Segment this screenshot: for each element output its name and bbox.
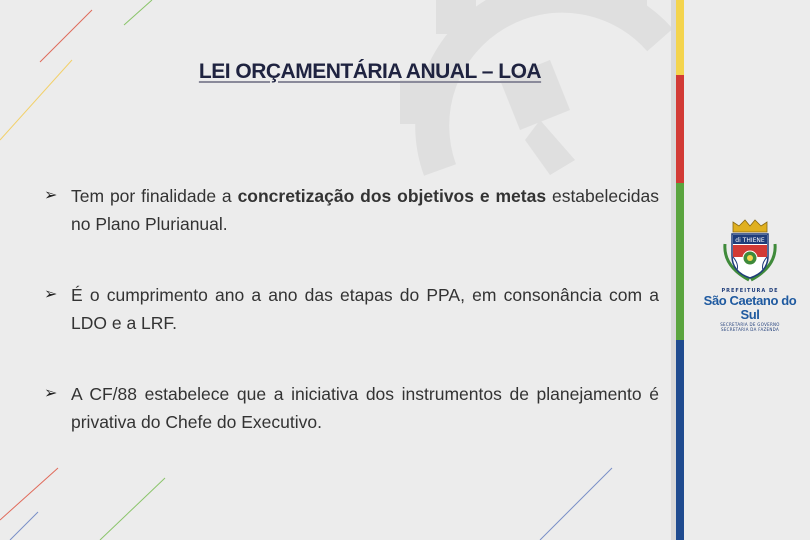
bullet-list (44, 182, 659, 479)
bullet-text-prefix: Tem por finalidade a (71, 186, 238, 206)
bullet-text: A CF/88 estabelece que a iniciativa dos instrumentos de planejamento é privativa do Chefe do Executivo. (71, 384, 659, 432)
city-logo (694, 218, 806, 332)
side-bar-blue (676, 340, 684, 540)
bullet-text-bold: concretização dos objetivos e metas (237, 186, 547, 206)
bullet-item-2 (44, 281, 659, 337)
side-bar-yellow (676, 0, 684, 75)
logo-prefix-text: PREFEITURA DE (721, 288, 779, 294)
bullet-item-1 (44, 182, 659, 238)
arrow-bullet-icon: ➢ (44, 286, 58, 303)
page-title: LEI ORÇAMENTÁRIA ANUAL – LOA (198, 60, 542, 83)
logo-city-name: São Caetano do Sul (703, 293, 797, 322)
logo-subtitle-1: SECRETARIA DE GOVERNO (720, 322, 780, 327)
side-bar-green (676, 183, 684, 340)
shield-label: di THIENE (735, 237, 765, 244)
side-bar-red (676, 75, 684, 183)
coat-of-arms-icon (719, 218, 781, 282)
logo-subtitle-2: SECRETARIA DA FAZENDA (721, 327, 779, 332)
arrow-bullet-icon: ➢ (44, 187, 58, 204)
bullet-text-suffix: estabelecidas no Plano Plurianual. (71, 186, 659, 234)
bullet-text: É o cumprimento ano a ano das etapas do PPA, em consonância com a LDO e a LRF. (71, 285, 659, 333)
bullet-item-3 (44, 380, 659, 436)
arrow-bullet-icon: ➢ (44, 385, 58, 402)
